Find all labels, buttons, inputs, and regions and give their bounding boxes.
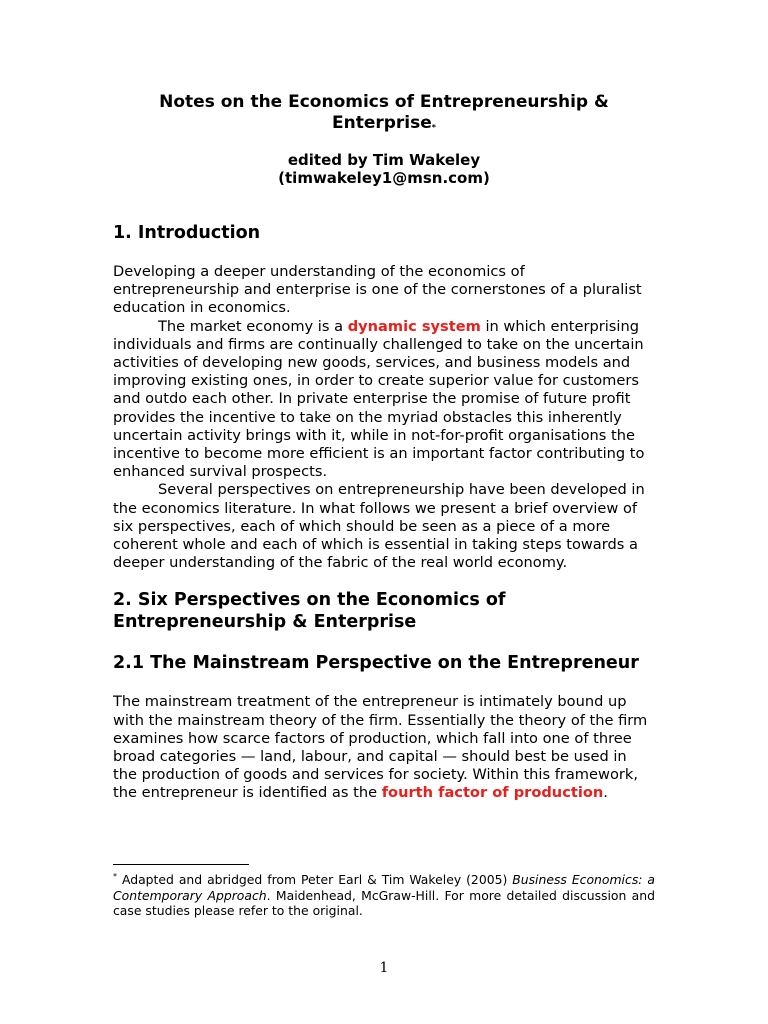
title-footnote-marker: * [431,123,436,132]
section-heading-six-perspectives: 2. Six Perspectives on the Economics of Entrepreneurship & Enterprise [113,590,506,633]
page-number: 1 [379,960,389,976]
highlight-dynamic-system: dynamic system [347,317,481,335]
intro-paragraph-3: Several perspectives on entrepreneurship have been developed in the economics literature. In what follows we present a brief overview of six perspectives, each of which should be seen as a piece of a more coherent whole and each of which is essential in taking steps towards a deeper understanding of the fabric of the real world economy. [113,481,645,572]
footnote-book-title: Business Economics: a Contemporary Approach [113,872,655,903]
section-heading-introduction: 1. Introduction [113,223,261,243]
document-body [113,92,655,803]
subsection-heading-mainstream: 2.1 The Mainstream Perspective on the Entrepreneur [113,653,639,674]
editor-email: (timwakeley1@msn.com) [278,169,490,187]
highlight-fourth-factor: fourth factor of production [381,784,604,802]
footnote-separator [113,864,249,865]
intro-paragraph-2: The market economy is a dynamic system in which enterprising individuals and firms are continually challenged to take on the uncertain activities of developing new goods, services, and business models and improving existing ones, in order to create superior value for customers and outdo each other. In private enterprise the promise of future profit provides the incentive to take on the myriad obstacles this inherently uncertain activity brings with it, while in not-for-profit organisations the incentive to become more efficient is an important factor contributing to enhanced survival prospects. [113,317,645,481]
document-title: Notes on the Economics of Entrepreneurship & Enterprise* [159,92,609,133]
footnote-marker: * [113,872,117,881]
footnote: * Adapted and abridged from Peter Earl & Tim Wakeley (2005) Business Economics: a Contemporary Approach. Maidenhead, McGraw-Hill. For more detailed discussion and case studies please refer to the original. [113,872,655,919]
editor-line: edited by Tim Wakeley [287,151,481,169]
mainstream-paragraph: The mainstream treatment of the entrepreneur is intimately bound up with the mainstream theory of the firm. Essentially the theory of the firm examines how scarce factors of production, which fall into one of three broad categories — land, labour, and capital — should best be used in the production of goods and services for society. Within this framework, the entrepreneur is identified as the fourth factor of production. [113,693,648,802]
intro-paragraph-1: Developing a deeper understanding of the economics of entrepreneurship and enterprise is one of the cornerstones of a pluralist education in economics. [113,263,642,317]
